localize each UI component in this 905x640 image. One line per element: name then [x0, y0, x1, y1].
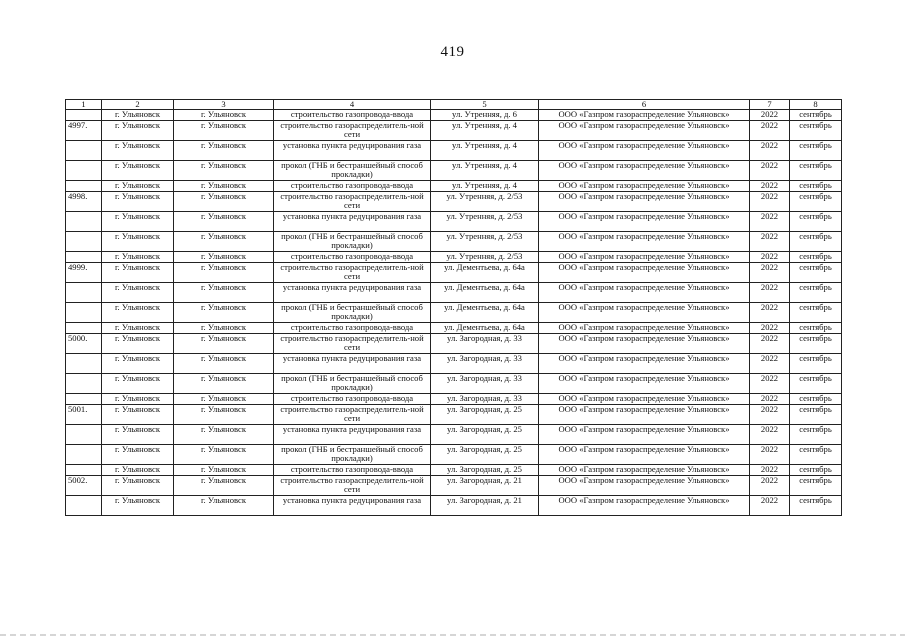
- address-cell: ул. Утренняя, д. 4: [431, 181, 539, 192]
- table-row: [66, 476, 842, 496]
- month-cell: сентябрь: [790, 334, 842, 354]
- year-cell: 2022: [750, 232, 790, 252]
- table-row: [66, 354, 842, 374]
- header-cell: 5: [431, 100, 539, 110]
- work-type-cell: установка пункта редуцирования газа: [274, 141, 431, 161]
- district-cell: г. Ульяновск: [174, 110, 274, 121]
- organization-cell: ООО «Газпром газораспределение Ульяновск»: [539, 263, 750, 283]
- organization-cell: ООО «Газпром газораспределение Ульяновск»: [539, 283, 750, 303]
- row-number-cell: 4997.: [66, 121, 102, 141]
- scan-artifact-line: [0, 634, 905, 636]
- year-cell: 2022: [750, 334, 790, 354]
- address-cell: ул. Утренняя, д. 4: [431, 141, 539, 161]
- work-type-cell: установка пункта редуцирования газа: [274, 212, 431, 232]
- organization-cell: ООО «Газпром газораспределение Ульяновск»: [539, 394, 750, 405]
- address-cell: ул. Загородная, д. 25: [431, 445, 539, 465]
- address-cell: ул. Дементьева, д. 64а: [431, 263, 539, 283]
- settlement-cell: г. Ульяновск: [102, 476, 174, 496]
- settlement-cell: г. Ульяновск: [102, 445, 174, 465]
- year-cell: 2022: [750, 425, 790, 445]
- address-cell: ул. Утренняя, д. 4: [431, 121, 539, 141]
- district-cell: г. Ульяновск: [174, 465, 274, 476]
- district-cell: г. Ульяновск: [174, 323, 274, 334]
- row-number-cell: [66, 252, 102, 263]
- table-row: [66, 303, 842, 323]
- year-cell: 2022: [750, 283, 790, 303]
- work-type-cell: строительство газораспределитель-ной сети: [274, 405, 431, 425]
- table-row: [66, 425, 842, 445]
- year-cell: 2022: [750, 252, 790, 263]
- district-cell: г. Ульяновск: [174, 192, 274, 212]
- row-number-cell: [66, 212, 102, 232]
- address-cell: ул. Утренняя, д. 6: [431, 110, 539, 121]
- settlement-cell: г. Ульяновск: [102, 161, 174, 181]
- header-cell: 4: [274, 100, 431, 110]
- district-cell: г. Ульяновск: [174, 141, 274, 161]
- row-number-cell: [66, 232, 102, 252]
- row-number-cell: [66, 425, 102, 445]
- month-cell: сентябрь: [790, 445, 842, 465]
- year-cell: 2022: [750, 161, 790, 181]
- year-cell: 2022: [750, 445, 790, 465]
- work-type-cell: строительство газораспределитель-ной сети: [274, 192, 431, 212]
- row-number-cell: 4999.: [66, 263, 102, 283]
- organization-cell: ООО «Газпром газораспределение Ульяновск»: [539, 405, 750, 425]
- organization-cell: ООО «Газпром газораспределение Ульяновск»: [539, 232, 750, 252]
- organization-cell: ООО «Газпром газораспределение Ульяновск»: [539, 354, 750, 374]
- row-number-cell: [66, 303, 102, 323]
- address-cell: ул. Дементьева, д. 64а: [431, 283, 539, 303]
- table-row: [66, 394, 842, 405]
- year-cell: 2022: [750, 121, 790, 141]
- address-cell: ул. Загородная, д. 33: [431, 334, 539, 354]
- month-cell: сентябрь: [790, 425, 842, 445]
- work-type-cell: установка пункта редуцирования газа: [274, 354, 431, 374]
- district-cell: г. Ульяновск: [174, 334, 274, 354]
- organization-cell: ООО «Газпром газораспределение Ульяновск»: [539, 425, 750, 445]
- table-row: [66, 121, 842, 141]
- settlement-cell: г. Ульяновск: [102, 354, 174, 374]
- row-number-cell: [66, 394, 102, 405]
- organization-cell: ООО «Газпром газораспределение Ульяновск»: [539, 334, 750, 354]
- year-cell: 2022: [750, 496, 790, 516]
- month-cell: сентябрь: [790, 232, 842, 252]
- address-cell: ул. Загородная, д. 25: [431, 405, 539, 425]
- work-type-cell: прокол (ГНБ и бестраншейный способ прокладки): [274, 303, 431, 323]
- header-cell: 6: [539, 100, 750, 110]
- table-row: [66, 252, 842, 263]
- year-cell: 2022: [750, 394, 790, 405]
- address-cell: ул. Загородная, д. 21: [431, 476, 539, 496]
- table-row: [66, 323, 842, 334]
- table-row: [66, 283, 842, 303]
- district-cell: г. Ульяновск: [174, 445, 274, 465]
- organization-cell: ООО «Газпром газораспределение Ульяновск»: [539, 212, 750, 232]
- month-cell: сентябрь: [790, 110, 842, 121]
- settlement-cell: г. Ульяновск: [102, 252, 174, 263]
- month-cell: сентябрь: [790, 263, 842, 283]
- table-row: [66, 445, 842, 465]
- month-cell: сентябрь: [790, 252, 842, 263]
- year-cell: 2022: [750, 303, 790, 323]
- month-cell: сентябрь: [790, 496, 842, 516]
- address-cell: ул. Утренняя, д. 2/53: [431, 232, 539, 252]
- district-cell: г. Ульяновск: [174, 283, 274, 303]
- district-cell: г. Ульяновск: [174, 212, 274, 232]
- table-row: [66, 334, 842, 354]
- work-type-cell: прокол (ГНБ и бестраншейный способ прокладки): [274, 445, 431, 465]
- work-type-cell: прокол (ГНБ и бестраншейный способ прокладки): [274, 161, 431, 181]
- district-cell: г. Ульяновск: [174, 476, 274, 496]
- month-cell: сентябрь: [790, 212, 842, 232]
- district-cell: г. Ульяновск: [174, 394, 274, 405]
- settlement-cell: г. Ульяновск: [102, 374, 174, 394]
- address-cell: ул. Загородная, д. 33: [431, 354, 539, 374]
- month-cell: сентябрь: [790, 121, 842, 141]
- district-cell: г. Ульяновск: [174, 181, 274, 192]
- year-cell: 2022: [750, 263, 790, 283]
- address-cell: ул. Утренняя, д. 2/53: [431, 212, 539, 232]
- row-number-cell: [66, 181, 102, 192]
- district-cell: г. Ульяновск: [174, 263, 274, 283]
- row-number-cell: [66, 323, 102, 334]
- district-cell: г. Ульяновск: [174, 405, 274, 425]
- month-cell: сентябрь: [790, 405, 842, 425]
- table-row: [66, 465, 842, 476]
- row-number-cell: 5002.: [66, 476, 102, 496]
- organization-cell: ООО «Газпром газораспределение Ульяновск»: [539, 141, 750, 161]
- work-type-cell: строительство газораспределитель-ной сети: [274, 476, 431, 496]
- table-row: [66, 181, 842, 192]
- work-type-cell: строительство газопровода-ввода: [274, 181, 431, 192]
- row-number-cell: [66, 465, 102, 476]
- settlement-cell: г. Ульяновск: [102, 465, 174, 476]
- month-cell: сентябрь: [790, 303, 842, 323]
- organization-cell: ООО «Газпром газораспределение Ульяновск»: [539, 252, 750, 263]
- work-type-cell: строительство газораспределитель-ной сети: [274, 334, 431, 354]
- month-cell: сентябрь: [790, 323, 842, 334]
- row-number-cell: 5000.: [66, 334, 102, 354]
- settlement-cell: г. Ульяновск: [102, 141, 174, 161]
- organization-cell: ООО «Газпром газораспределение Ульяновск»: [539, 323, 750, 334]
- month-cell: сентябрь: [790, 141, 842, 161]
- month-cell: сентябрь: [790, 192, 842, 212]
- district-cell: г. Ульяновск: [174, 232, 274, 252]
- settlement-cell: г. Ульяновск: [102, 405, 174, 425]
- work-type-cell: строительство газораспределитель-ной сети: [274, 121, 431, 141]
- organization-cell: ООО «Газпром газораспределение Ульяновск»: [539, 181, 750, 192]
- header-cell: 7: [750, 100, 790, 110]
- table-row: [66, 232, 842, 252]
- table-header-row: [66, 100, 842, 110]
- settlement-cell: г. Ульяновск: [102, 263, 174, 283]
- organization-cell: ООО «Газпром газораспределение Ульяновск»: [539, 192, 750, 212]
- address-cell: ул. Утренняя, д. 4: [431, 161, 539, 181]
- header-cell: 8: [790, 100, 842, 110]
- table-row: [66, 192, 842, 212]
- table-row: [66, 405, 842, 425]
- month-cell: сентябрь: [790, 465, 842, 476]
- year-cell: 2022: [750, 141, 790, 161]
- table-row: [66, 110, 842, 121]
- month-cell: сентябрь: [790, 283, 842, 303]
- table-row: [66, 374, 842, 394]
- district-cell: г. Ульяновск: [174, 496, 274, 516]
- table-row: [66, 141, 842, 161]
- month-cell: сентябрь: [790, 476, 842, 496]
- settlement-cell: г. Ульяновск: [102, 212, 174, 232]
- settlement-cell: г. Ульяновск: [102, 121, 174, 141]
- work-type-cell: строительство газопровода-ввода: [274, 110, 431, 121]
- year-cell: 2022: [750, 476, 790, 496]
- address-cell: ул. Загородная, д. 33: [431, 394, 539, 405]
- row-number-cell: [66, 354, 102, 374]
- year-cell: 2022: [750, 405, 790, 425]
- work-type-cell: строительство газопровода-ввода: [274, 252, 431, 263]
- year-cell: 2022: [750, 181, 790, 192]
- organization-cell: ООО «Газпром газораспределение Ульяновск»: [539, 445, 750, 465]
- address-cell: ул. Загородная, д. 21: [431, 496, 539, 516]
- year-cell: 2022: [750, 354, 790, 374]
- row-number-cell: [66, 141, 102, 161]
- settlement-cell: г. Ульяновск: [102, 110, 174, 121]
- table-row: [66, 496, 842, 516]
- year-cell: 2022: [750, 192, 790, 212]
- row-number-cell: [66, 496, 102, 516]
- month-cell: сентябрь: [790, 354, 842, 374]
- organization-cell: ООО «Газпром газораспределение Ульяновск»: [539, 476, 750, 496]
- year-cell: 2022: [750, 465, 790, 476]
- district-cell: г. Ульяновск: [174, 121, 274, 141]
- row-number-cell: 5001.: [66, 405, 102, 425]
- work-type-cell: установка пункта редуцирования газа: [274, 425, 431, 445]
- organization-cell: ООО «Газпром газораспределение Ульяновск»: [539, 161, 750, 181]
- row-number-cell: 4998.: [66, 192, 102, 212]
- settlement-cell: г. Ульяновск: [102, 303, 174, 323]
- work-type-cell: строительство газопровода-ввода: [274, 323, 431, 334]
- year-cell: 2022: [750, 323, 790, 334]
- district-cell: г. Ульяновск: [174, 303, 274, 323]
- row-number-cell: [66, 445, 102, 465]
- table-row: [66, 263, 842, 283]
- settlement-cell: г. Ульяновск: [102, 425, 174, 445]
- year-cell: 2022: [750, 212, 790, 232]
- header-cell: 3: [174, 100, 274, 110]
- work-type-cell: установка пункта редуцирования газа: [274, 283, 431, 303]
- year-cell: 2022: [750, 110, 790, 121]
- address-cell: ул. Загородная, д. 25: [431, 465, 539, 476]
- table-row: [66, 212, 842, 232]
- district-cell: г. Ульяновск: [174, 354, 274, 374]
- work-type-cell: строительство газораспределитель-ной сети: [274, 263, 431, 283]
- settlement-cell: г. Ульяновск: [102, 394, 174, 405]
- work-type-cell: строительство газопровода-ввода: [274, 394, 431, 405]
- row-number-cell: [66, 283, 102, 303]
- work-type-cell: прокол (ГНБ и бестраншейный способ прокладки): [274, 374, 431, 394]
- month-cell: сентябрь: [790, 181, 842, 192]
- settlement-cell: г. Ульяновск: [102, 323, 174, 334]
- district-cell: г. Ульяновск: [174, 425, 274, 445]
- works-table: [65, 99, 842, 516]
- district-cell: г. Ульяновск: [174, 374, 274, 394]
- address-cell: ул. Дементьева, д. 64а: [431, 323, 539, 334]
- work-type-cell: установка пункта редуцирования газа: [274, 496, 431, 516]
- organization-cell: ООО «Газпром газораспределение Ульяновск»: [539, 374, 750, 394]
- header-cell: 1: [66, 100, 102, 110]
- year-cell: 2022: [750, 374, 790, 394]
- organization-cell: ООО «Газпром газораспределение Ульяновск»: [539, 465, 750, 476]
- row-number-cell: [66, 110, 102, 121]
- row-number-cell: [66, 374, 102, 394]
- address-cell: ул. Загородная, д. 25: [431, 425, 539, 445]
- organization-cell: ООО «Газпром газораспределение Ульяновск»: [539, 303, 750, 323]
- address-cell: ул. Утренняя, д. 2/53: [431, 192, 539, 212]
- address-cell: ул. Утренняя, д. 2/53: [431, 252, 539, 263]
- settlement-cell: г. Ульяновск: [102, 496, 174, 516]
- organization-cell: ООО «Газпром газораспределение Ульяновск»: [539, 496, 750, 516]
- table-row: [66, 161, 842, 181]
- month-cell: сентябрь: [790, 161, 842, 181]
- organization-cell: ООО «Газпром газораспределение Ульяновск»: [539, 121, 750, 141]
- district-cell: г. Ульяновск: [174, 161, 274, 181]
- settlement-cell: г. Ульяновск: [102, 283, 174, 303]
- month-cell: сентябрь: [790, 374, 842, 394]
- settlement-cell: г. Ульяновск: [102, 232, 174, 252]
- address-cell: ул. Загородная, д. 33: [431, 374, 539, 394]
- settlement-cell: г. Ульяновск: [102, 334, 174, 354]
- organization-cell: ООО «Газпром газораспределение Ульяновск»: [539, 110, 750, 121]
- address-cell: ул. Дементьева, д. 64а: [431, 303, 539, 323]
- work-type-cell: строительство газопровода-ввода: [274, 465, 431, 476]
- month-cell: сентябрь: [790, 394, 842, 405]
- work-type-cell: прокол (ГНБ и бестраншейный способ прокладки): [274, 232, 431, 252]
- district-cell: г. Ульяновск: [174, 252, 274, 263]
- header-cell: 2: [102, 100, 174, 110]
- settlement-cell: г. Ульяновск: [102, 181, 174, 192]
- page-number: 419: [440, 44, 465, 60]
- row-number-cell: [66, 161, 102, 181]
- settlement-cell: г. Ульяновск: [102, 192, 174, 212]
